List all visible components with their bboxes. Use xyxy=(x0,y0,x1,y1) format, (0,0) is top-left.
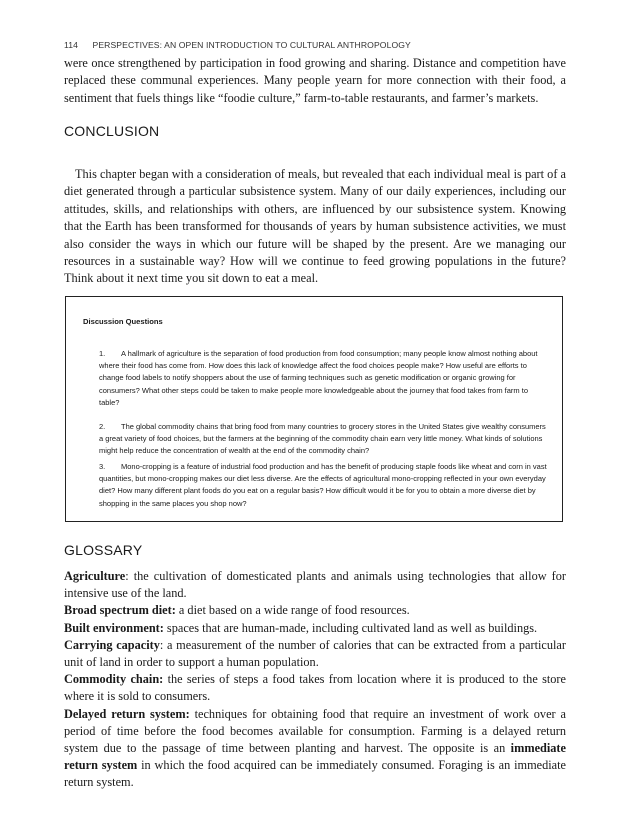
glossary-term: Broad spectrum diet: xyxy=(64,603,176,618)
discussion-question xyxy=(99,461,547,510)
glossary-entry xyxy=(64,706,566,792)
question-number: 3. xyxy=(99,462,106,471)
glossary-entry xyxy=(64,602,566,619)
conclusion-heading: CONCLUSION xyxy=(64,123,160,139)
glossary-definition: techniques for obtaining food that require an investment of work over a period of time before the food becomes available for consumption. Farming is a delayed return system due to the passage of time between planting and harvest. The opposite is an xyxy=(64,706,566,756)
conclusion-paragraph: This chapter began with a consideration of meals, but revealed that each individual meal is part of a diet generated through a particular subsistence system. Many of our daily experiences, including our attitudes, skills, and relationships with others, are influenced by our subsistence system. Knowing that the Earth has been transformed for thousands of years by human subsistence activities, we must also consider the ways in which our future will be shaped by the present. Are we managing our resources in a sustainable way? How will we continue to feed growing populations in the future? Think about it next time you sit down to eat a meal. xyxy=(64,167,566,286)
glossary-term: Commodity chain: xyxy=(64,672,164,687)
page-number: 114 xyxy=(64,40,78,50)
question-number: 2. xyxy=(99,422,106,431)
glossary-definition: spaces that are human-made, including cultivated land as well as buildings. xyxy=(163,620,538,635)
question-text: Mono-cropping is a feature of industrial food production and has the benefit of producing staple foods like wheat and corn in vast quantities, but mono-cropping makes our diet less diverse. Are the effects of agricultural mono-cropping reflected in your own everyday diet? How many different plant foods do you eat on a regular basis? How difficult would it be for you to obtain a more diverse diet by shopping in the same places you shop now? xyxy=(99,462,547,508)
question-text: The global commodity chains that bring food from many countries to grocery stores in the United States give wealthy consumers a great variety of food choices, but the farmers at the beginning of the commodity chain earn very little money. What kinds of solutions might help reduce the concentration of wealth at the end of the commodity chain? xyxy=(99,422,546,456)
discussion-question xyxy=(99,421,547,458)
glossary-definition: in which the food acquired can be immediately consumed. Foraging is an immediate return system. xyxy=(64,758,566,790)
glossary-entry xyxy=(64,568,566,602)
glossary-definition: a measurement of the number of calories that can be extracted from a particular unit of land in order to support a human population. xyxy=(64,637,566,670)
discussion-question xyxy=(99,348,547,409)
glossary-separator: : xyxy=(159,637,164,652)
glossary-term: Carrying capacity xyxy=(64,637,160,652)
glossary-definition: the series of steps a food takes from location where it is produced to the store where it is sold to consumers. xyxy=(64,672,566,704)
glossary-inline-term: immediate return system xyxy=(64,741,566,773)
running-head xyxy=(64,40,411,50)
question-text: A hallmark of agriculture is the separation of food production from food consumption; many people know almost nothing about where their food has come from. How does this lack of knowledge affect the food choices people make? How useful are efforts to change food labels to notify shoppers about the use of farming techniques such as genetic modification or organic growing for consumers? What other steps could be taken to make people more knowledgeable about the journey that food takes from farm to table? xyxy=(99,349,538,407)
discussion-questions-box xyxy=(65,296,563,522)
book-title: PERSPECTIVES: AN OPEN INTRODUCTION TO CULTURAL ANTHROPOLOGY xyxy=(92,40,411,50)
glossary-list xyxy=(64,568,566,792)
question-number: 1. xyxy=(99,349,106,358)
glossary-entry xyxy=(64,671,566,705)
glossary-entry xyxy=(64,637,566,671)
glossary-definition: a diet based on a wide range of food resources. xyxy=(175,603,410,618)
glossary-term: Built environment: xyxy=(64,620,164,635)
intro-paragraph: were once strengthened by participation in food growing and sharing. Distance and competition have replaced these communal experiences. Many people yearn for more connection with their food, a sentiment that fuels things like “foodie culture,” farm-to-table restaurants, and farmer’s markets. xyxy=(64,56,566,105)
glossary-definition: the cultivation of domesticated plants and animals using technologies that allow for intensive use of the land. xyxy=(64,569,566,601)
glossary-entry xyxy=(64,620,566,637)
glossary-heading: GLOSSARY xyxy=(64,542,143,558)
glossary-separator: : xyxy=(125,569,129,583)
glossary-term: Agriculture xyxy=(64,569,126,583)
discussion-questions-title: Discussion Questions xyxy=(83,317,163,326)
glossary-term: Delayed return system: xyxy=(64,706,190,721)
